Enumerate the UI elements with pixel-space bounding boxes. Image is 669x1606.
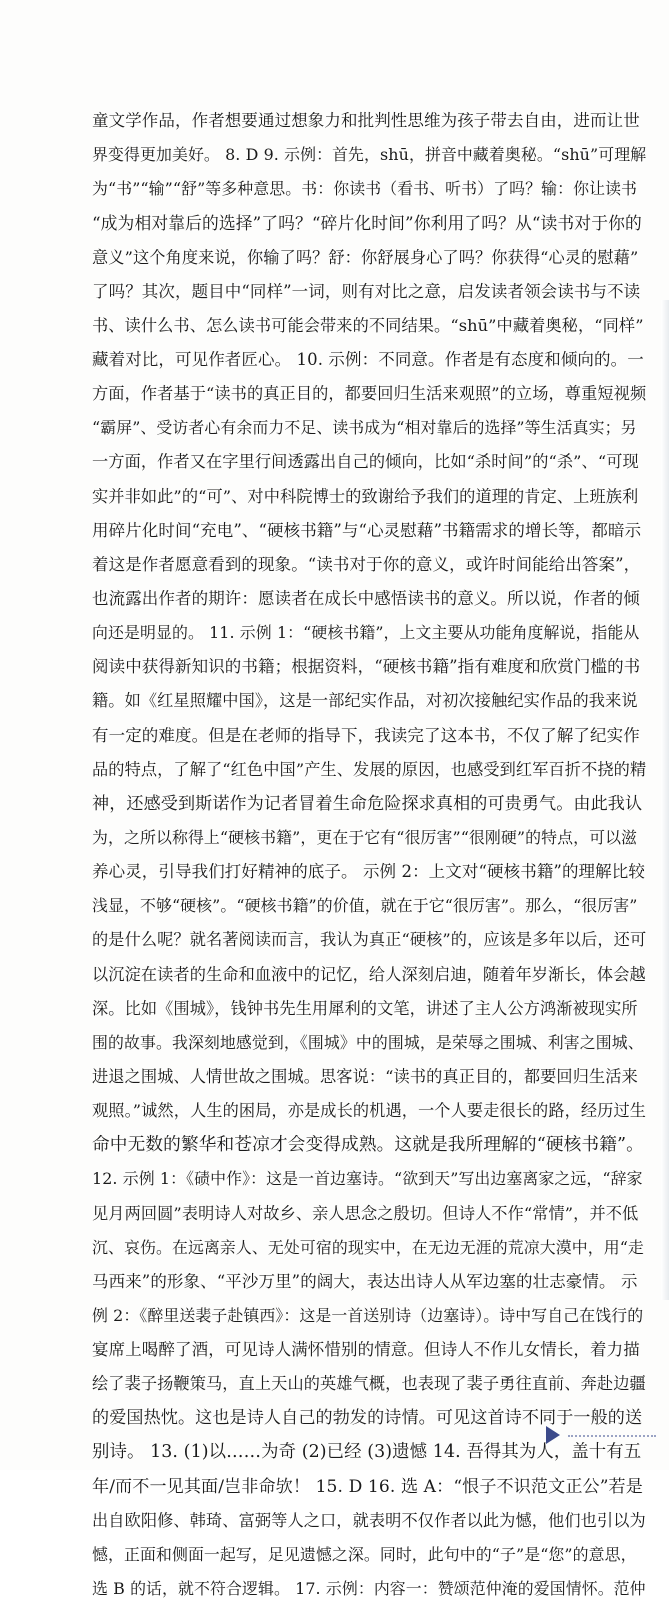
text-line: 年/而不一见其面/岂非命欤！ 15. D 16. 选 A：“恨子不识范文正公”若是 (92, 1476, 643, 1497)
text-line: 实并非如此”的“可”、对中科院博士的致谢给予我们的道理的肯定、上班族利 (92, 486, 639, 506)
text-line: 宴席上喝醉了酒，可见诗人满怀惜别的情意。但诗人不作儿女情长，着力描 (92, 1340, 640, 1360)
text-line: 藏着对比，可见作者匠心。 10. 示例：不同意。作者是有态度和倾向的。一 (92, 349, 644, 369)
text-line: 观照。”诚然，人生的困局，亦是成长的机遇，一个人要走很长的路，经历过生 (92, 1101, 646, 1121)
text-line: 出自欧阳修、韩琦、富弼等人之口，就表明不仅作者以此为憾，他们也引以为 (92, 1510, 646, 1530)
text-line: 沉、哀伤。在远离亲人、无处可宿的现实中，在无边无涯的荒凉大漠中，用“走 (92, 1237, 644, 1257)
text-line: 方面，作者基于“读书的真正目的，都要回归生活来观照”的立场，尊重短视频 (92, 384, 646, 404)
text-line: 界变得更加美好。 8. D 9. 示例：首先，shū，拼音中藏着奥秘。“shū”可理解 (92, 145, 646, 165)
text-line: 也流露出作者的期许：愿读者在成长中感悟读书的意义。所以说，作者的倾 (92, 588, 640, 608)
dotted-divider (568, 1435, 656, 1437)
text-line: 围的故事。我深刻地感觉到，《围城》中的围城，是荣辱之围城、利害之围城、 (92, 1032, 644, 1052)
text-line: 着这是作者愿意看到的现象。“读书对于你的意义，或许时间能给出答案”， (92, 554, 641, 574)
text-line: 马西来”的形象、“平沙万里”的阔大，表达出诗人从军边塞的壮志豪情。 示 (92, 1271, 638, 1291)
text-line: 书、读什么书、怎么读书可能会带来的不同结果。“shū”中藏着奥秘，“同样” (92, 315, 644, 335)
page-nav[interactable] (546, 1420, 658, 1450)
text-line: 用碎片化时间“充电”、“硬核书籍”与“心灵慰藉”书籍需求的增长等，都暗示 (92, 520, 642, 540)
text-line: 的爱国热忱。这也是诗人自己的勃发的诗情。可见这首诗不同于一般的送 (92, 1408, 643, 1429)
text-line: 向还是明显的。 11. 示例 1：“硬核书籍”，上文主要从功能角度解说，指能从 (92, 623, 640, 643)
text-line: 品的特点，了解了“红色中国”产生、发展的原因，也感受到红军百折不挠的精 (92, 759, 646, 779)
text-line: 憾，正面和侧面一起写，足见遗憾之深。同时，此句中的“子”是“您”的意思， (92, 1544, 637, 1564)
text-line: 见月两回圆”表明诗人对故乡、亲人思念之殷切。但诗人不作“常情”，并不低 (92, 1203, 639, 1223)
text-line: 绘了裴子扬鞭策马，直上天山的英雄气概，也表现了裴子勇往直前、奔赴边疆 (92, 1374, 646, 1394)
page-edge-shadow (661, 300, 669, 1300)
text-line: 以沉淀在读者的生命和血液中的记忆，给人深刻启迪，随着年岁渐长，体会越 (92, 964, 646, 984)
text-line: 深。比如《围城》，钱钟书先生用犀利的文笔，讲述了主人公方鸿渐被现实所 (92, 998, 638, 1018)
text-line: 为，之所以称得上“硬核书籍”，更在于它有“很厉害”“很刚硬”的特点，可以滋 (92, 827, 638, 847)
text-line: “霸屏”、受访者心有余而力不足、读书成为“相对靠后的选择”等生活真实；另 (92, 418, 637, 438)
text-line: 意义”这个角度来说，你输了吗？舒：你舒展身心了吗？你获得“心灵的慰藉” (92, 247, 639, 267)
text-line: 进退之围城、人情世故之围城。思客说：“读书的真正目的，都要回归生活来 (92, 1066, 638, 1086)
text-line: 阅读中获得新知识的书籍；根据资料，“硬核书籍”指有难度和欣赏门槛的书 (92, 657, 641, 677)
text-line: 童文学作品，作者想要通过想象力和批判性思维为孩子带去自由，进而让世 (92, 111, 640, 130)
text-line: 养心灵，引导我们打好精神的底子。 示例 2：上文对“硬核书籍”的理解比较 (92, 862, 645, 882)
text-line: 选 B 的话，就不符合逻辑。 17. 示例：内容一：赞颂范仲淹的爱国情怀。范仲 (92, 1579, 646, 1599)
text-line: 例 2：《醉里送裴子赴镇西》：这是一首送别诗（边塞诗）。诗中写自己在饯行的 (92, 1305, 644, 1325)
text-line: 一方面，作者又在字里行间透露出自己的倾向，比如“杀时间”的“杀”、“可现 (92, 452, 639, 472)
text-line: 神，还感受到斯诺作为记者冒着生命危险探求真相的可贵勇气。由此我认 (92, 793, 643, 814)
text-line: 命中无数的繁华和苍凉才会变得成熟。这就是我所理解的“硬核书籍”。 (92, 1135, 644, 1156)
text-line: “成为相对靠后的选择”了吗？“碎片化时间”你利用了吗？从“读书对于你的 (92, 213, 642, 234)
text-line: 籍。如《红星照耀中国》，这是一部纪实作品，对初次接触纪实作品的我来说 (92, 691, 638, 711)
text-line: 别诗。 13. (1)以……为奇 (2)已经 (3)遗憾 14. 吾得其为人，盖十有五 (92, 1442, 642, 1463)
text-line: 了吗？其次，题目中“同样”一词，则有对比之意，启发读者领会读书与不读 (92, 281, 641, 301)
text-line: 为“书”“输”“舒”等多种意思。书：你读书（看书、听书）了吗？输：你让读书 (92, 179, 638, 199)
answer-text-block (92, 104, 646, 1606)
next-page-arrow-icon[interactable] (546, 1426, 560, 1444)
text-line: 浅显，不够“硬核”。“硬核书籍”的价值，就在于它“很厉害”。那么，“很厉害” (92, 896, 638, 916)
text-line: 有一定的难度。但是在老师的指导下，我读完了这本书，不仅了解了纪实作 (92, 725, 640, 745)
text-line: 12. 示例 1：《碛中作》：这是一首边塞诗。“欲到天”写出边塞离家之远，“辞家 (92, 1169, 643, 1189)
text-line: 的是什么呢？就名著阅读而言，我认为真正“硬核”的，应该是多年以后，还可 (92, 930, 646, 950)
